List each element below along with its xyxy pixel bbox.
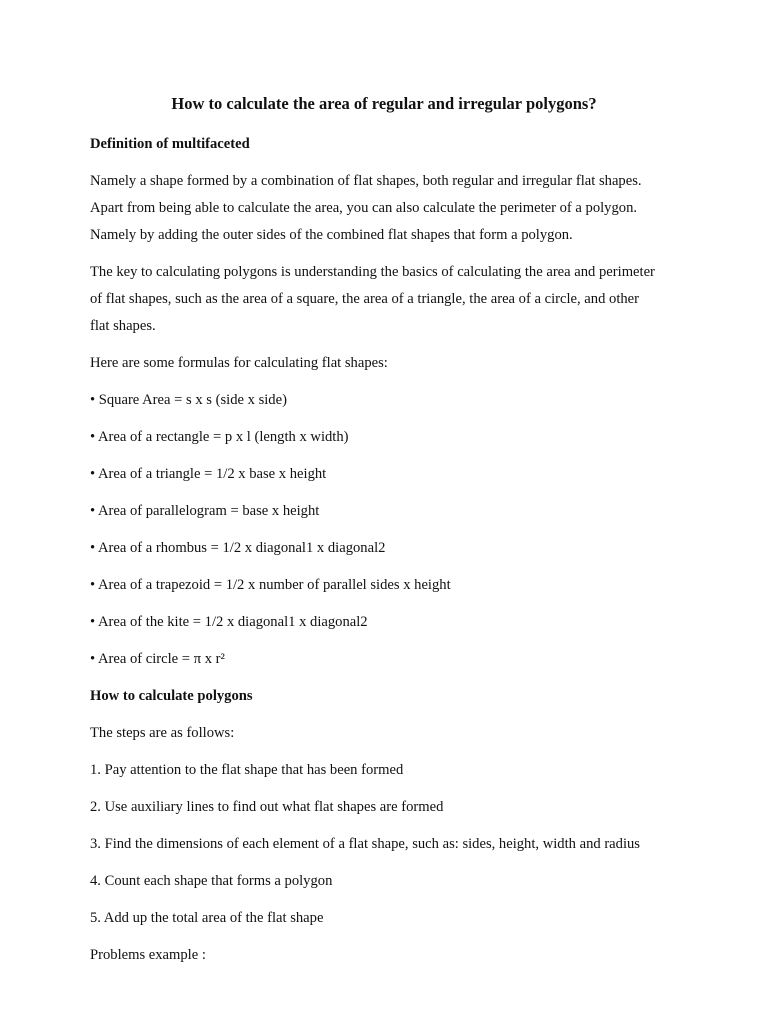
steps-intro: The steps are as follows: — [90, 725, 235, 741]
paragraph-line: Namely a shape formed by a combination of flat shapes, both regular and irregular flat shapes. — [90, 173, 642, 189]
step-item: 4. Count each shape that forms a polygon — [90, 873, 333, 889]
paragraph-line: flat shapes. — [90, 318, 156, 334]
formula-list-item: • Area of a triangle = 1/2 x base x height — [90, 466, 327, 482]
paragraph-line: The key to calculating polygons is understanding the basics of calculating the area and perimeter — [90, 264, 655, 280]
step-item: 1. Pay attention to the flat shape that has been formed — [90, 762, 404, 778]
formula-list-item: • Area of a rhombus = 1/2 x diagonal1 x diagonal2 — [90, 540, 386, 556]
step-item: 3. Find the dimensions of each element of a flat shape, such as: sides, height, width and radius — [90, 836, 640, 852]
paragraph-line: of flat shapes, such as the area of a square, the area of a triangle, the area of a circle, and other — [90, 291, 640, 307]
formula-list-item: • Area of the kite = 1/2 x diagonal1 x diagonal2 — [90, 614, 368, 630]
document-title: How to calculate the area of regular and irregular polygons? — [171, 94, 597, 113]
section-heading-steps: How to calculate polygons — [90, 688, 253, 704]
formula-list-item: • Area of a rectangle = p x l (length x width) — [90, 429, 349, 445]
step-item: 2. Use auxiliary lines to find out what flat shapes are formed — [90, 799, 444, 815]
problems-label: Problems example : — [90, 947, 206, 963]
section-heading-definition: Definition of multifaceted — [90, 136, 250, 152]
formula-list-item: • Area of circle = π x r² — [90, 651, 225, 667]
paragraph-line: Apart from being able to calculate the area, you can also calculate the perimeter of a polygon. — [90, 200, 638, 216]
formula-list-item: • Square Area = s x s (side x side) — [90, 392, 287, 408]
formula-list-item: • Area of parallelogram = base x height — [90, 503, 320, 519]
paragraph-line: Namely by adding the outer sides of the combined flat shapes that form a polygon. — [90, 227, 573, 243]
formulas-intro: Here are some formulas for calculating flat shapes: — [90, 355, 388, 371]
step-item: 5. Add up the total area of the flat shape — [90, 910, 324, 926]
formula-list-item: • Area of a trapezoid = 1/2 x number of parallel sides x height — [90, 577, 451, 593]
